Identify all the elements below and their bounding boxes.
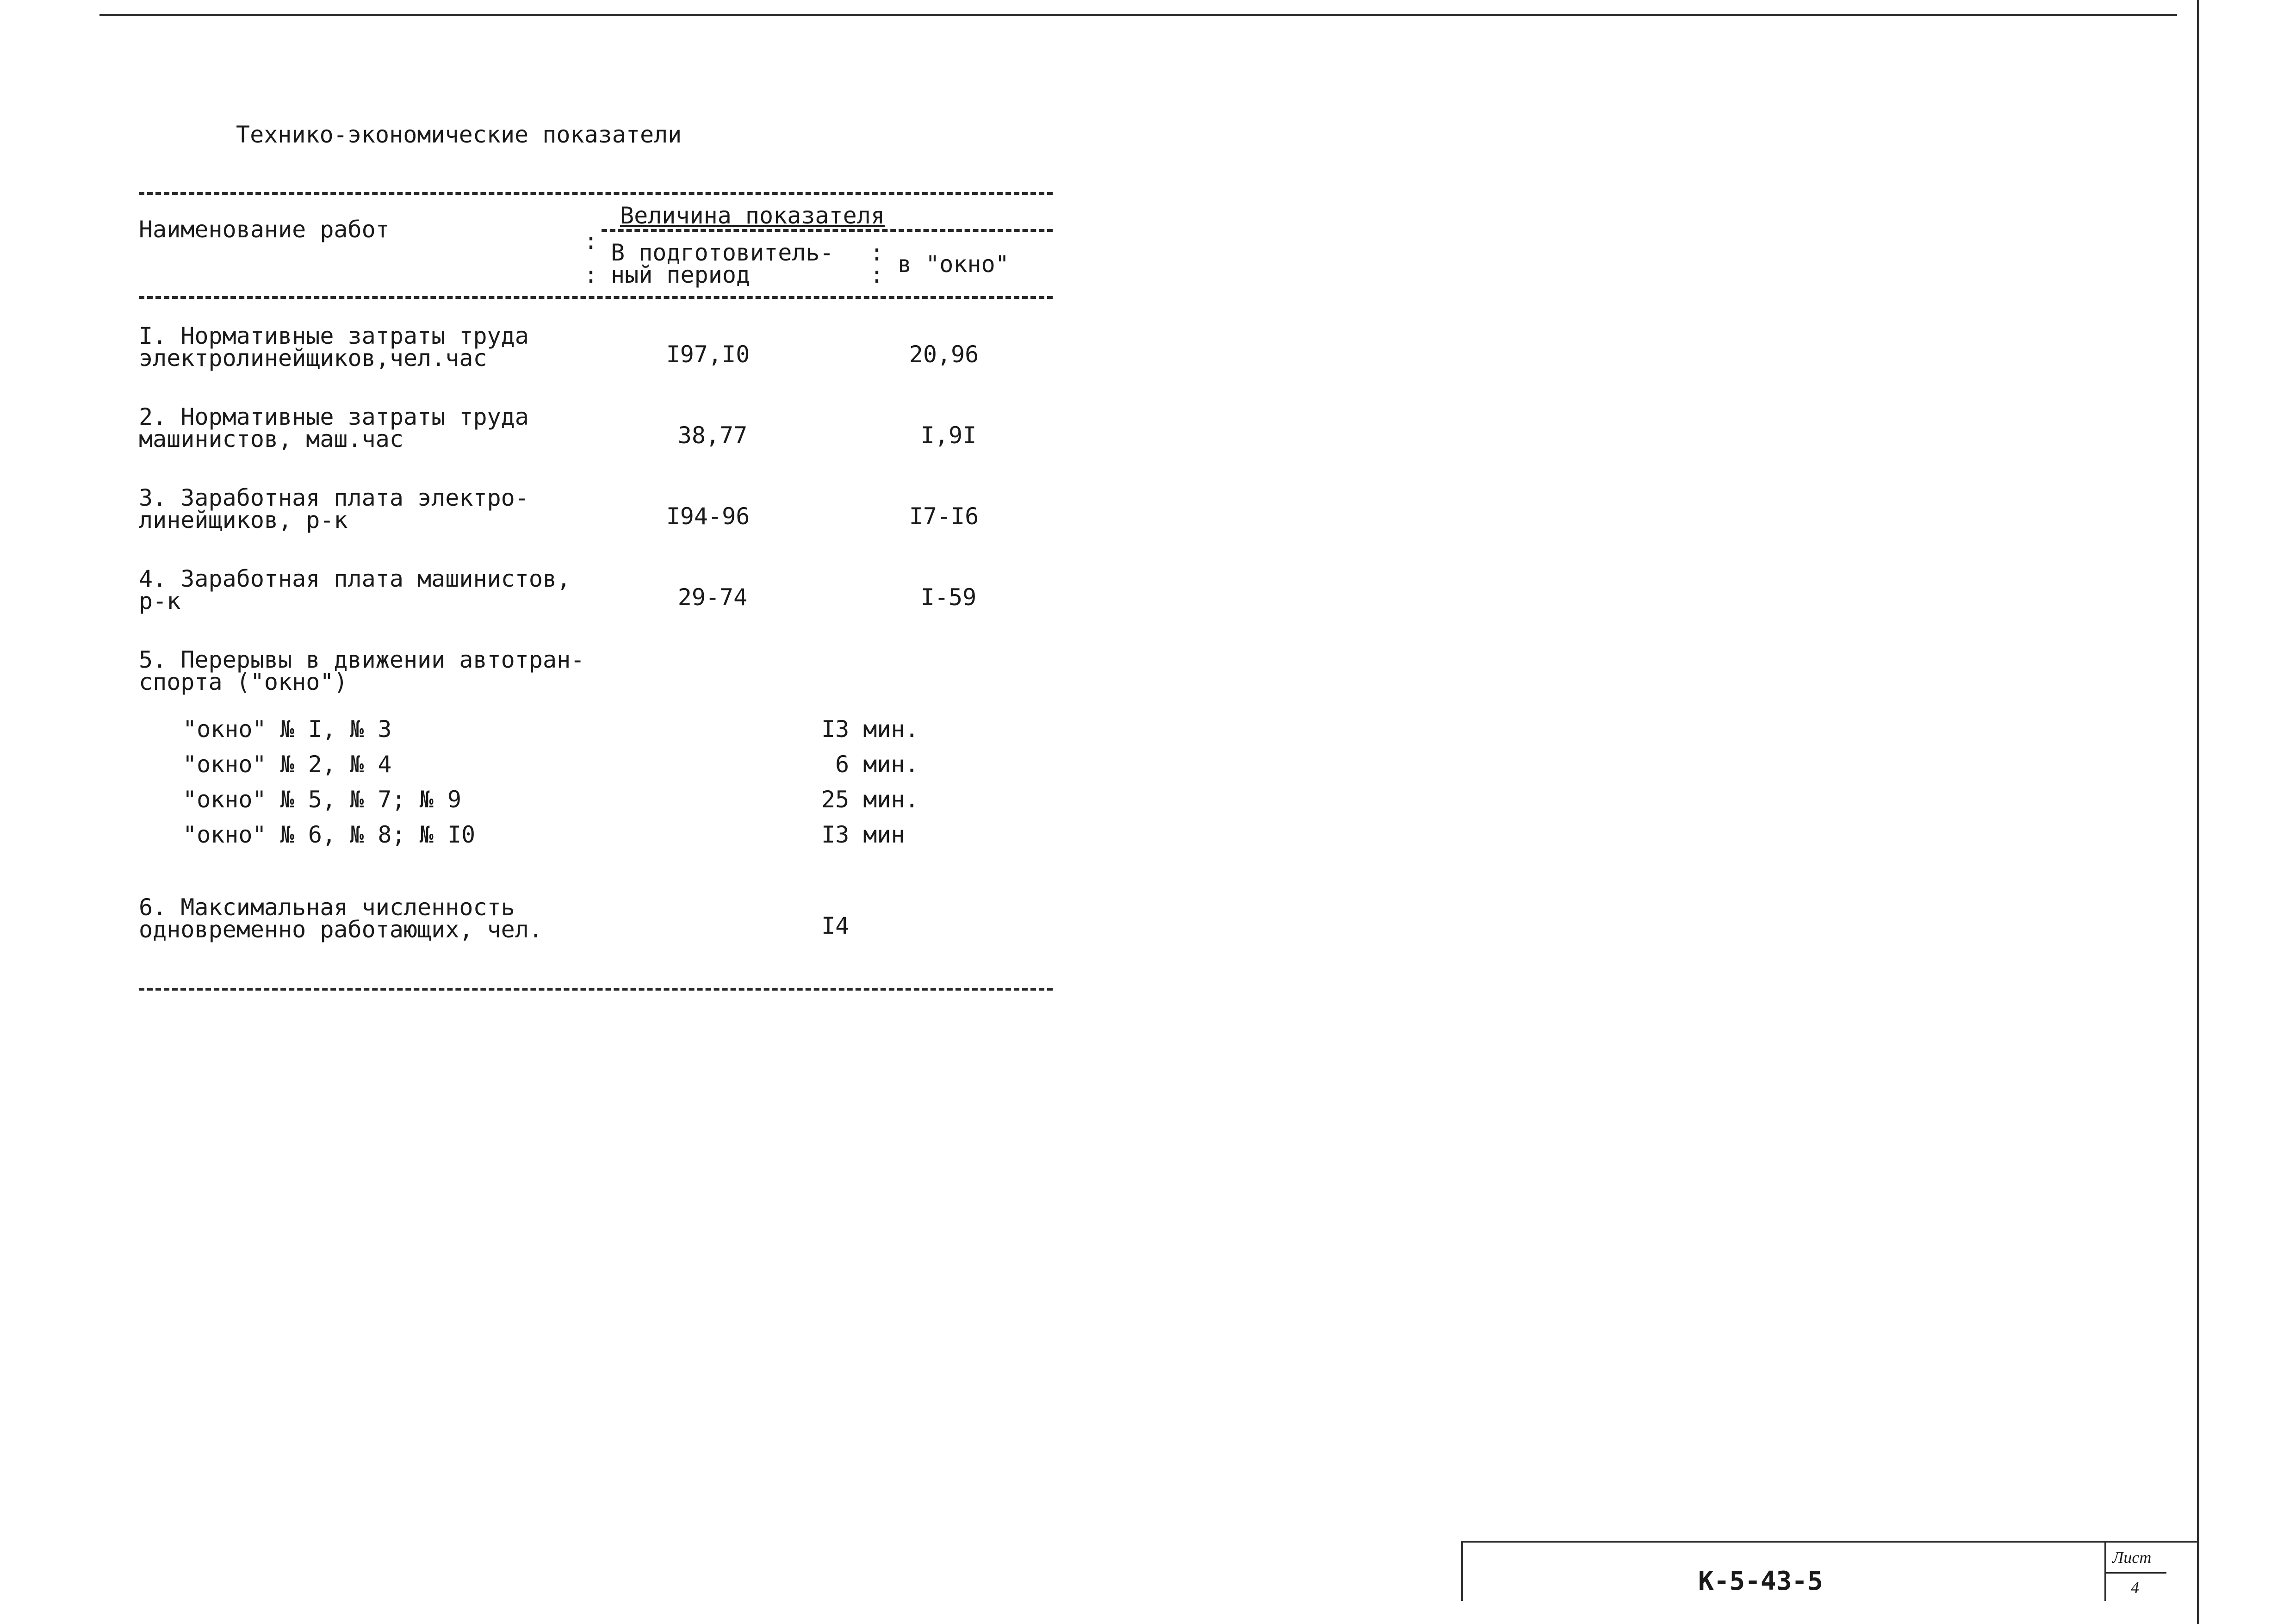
window-3-label: "окно" № 5, № 7; № 9 (183, 786, 462, 813)
row-3-okno: I7-I6 (909, 503, 979, 530)
header-prep-line2: ный период (611, 261, 751, 288)
window-2-value: 6 мин. (835, 751, 919, 778)
row-4-prep: 29-74 (677, 584, 748, 611)
header-colon-4: : (870, 261, 884, 288)
frame-right-line (2197, 0, 2199, 1624)
row-5-label-line1: 5. Перерывы в движении автотран- (139, 646, 585, 673)
header-okno: в "окно" (898, 251, 1009, 278)
header-prep-line1: В подготовитель- (611, 239, 834, 266)
row-2-okno: I,9I (920, 422, 977, 449)
row-2-prep: 38,77 (677, 422, 748, 449)
stamp-sheet-divider (2106, 1572, 2166, 1574)
window-4-label: "окно" № 6, № 8; № I0 (183, 821, 476, 848)
row-6-value: I4 (821, 912, 850, 939)
sheet-number: 4 (2131, 1578, 2139, 1597)
table-rule-header-mid (602, 229, 1053, 232)
row-4-label-line1: 4. Заработная плата машинистов, (139, 565, 571, 592)
row-1-label-line2: электролинейщиков,чел.час (139, 345, 487, 372)
header-colon-3: : (870, 239, 884, 266)
row-2-label-line2: машинистов, маш.час (139, 426, 403, 452)
row-3-label-line1: 3. Заработная плата электро- (139, 484, 529, 511)
row-5-label-line2: спорта ("окно") (139, 669, 348, 695)
row-6-label-line2: одновременно работающих, чел. (139, 916, 543, 943)
sheet-label: Лист (2112, 1548, 2152, 1567)
row-1-okno: 20,96 (909, 341, 979, 368)
document-code: К-5-43-5 (1698, 1566, 1823, 1596)
row-1-prep: I97,I0 (666, 341, 750, 368)
header-name: Наименование работ (139, 216, 390, 243)
row-6-label-line1: 6. Максимальная численность (139, 894, 515, 921)
table-rule-header-bottom (139, 296, 1053, 299)
frame-top-line (99, 14, 2177, 16)
row-1-label-line1: I. Нормативные затраты труда (139, 322, 529, 349)
table-rule-bottom (139, 988, 1053, 991)
window-1-label: "окно" № I, № 3 (183, 716, 392, 743)
row-4-okno: I-59 (920, 584, 977, 611)
stamp-top-line (1461, 1541, 2197, 1543)
row-3-prep: I94-96 (666, 503, 750, 530)
header-value: Величина показателя (620, 202, 885, 229)
row-4-label-line2: р-к (139, 588, 181, 614)
header-colon-2: : (584, 261, 598, 288)
window-4-value: I3 мин (821, 821, 905, 848)
row-2-label-line1: 2. Нормативные затраты труда (139, 403, 529, 430)
window-3-value: 25 мин. (821, 786, 919, 813)
header-colon-1: : (584, 228, 598, 254)
window-2-label: "окно" № 2, № 4 (183, 751, 392, 778)
window-1-value: I3 мин. (821, 716, 919, 743)
table-rule-top (139, 192, 1053, 195)
stamp-left-line (1461, 1541, 1463, 1601)
row-3-label-line2: линейщиков, р-к (139, 507, 348, 533)
page-title: Технико-экономические показатели (236, 121, 682, 148)
stamp-divider (2104, 1541, 2106, 1601)
